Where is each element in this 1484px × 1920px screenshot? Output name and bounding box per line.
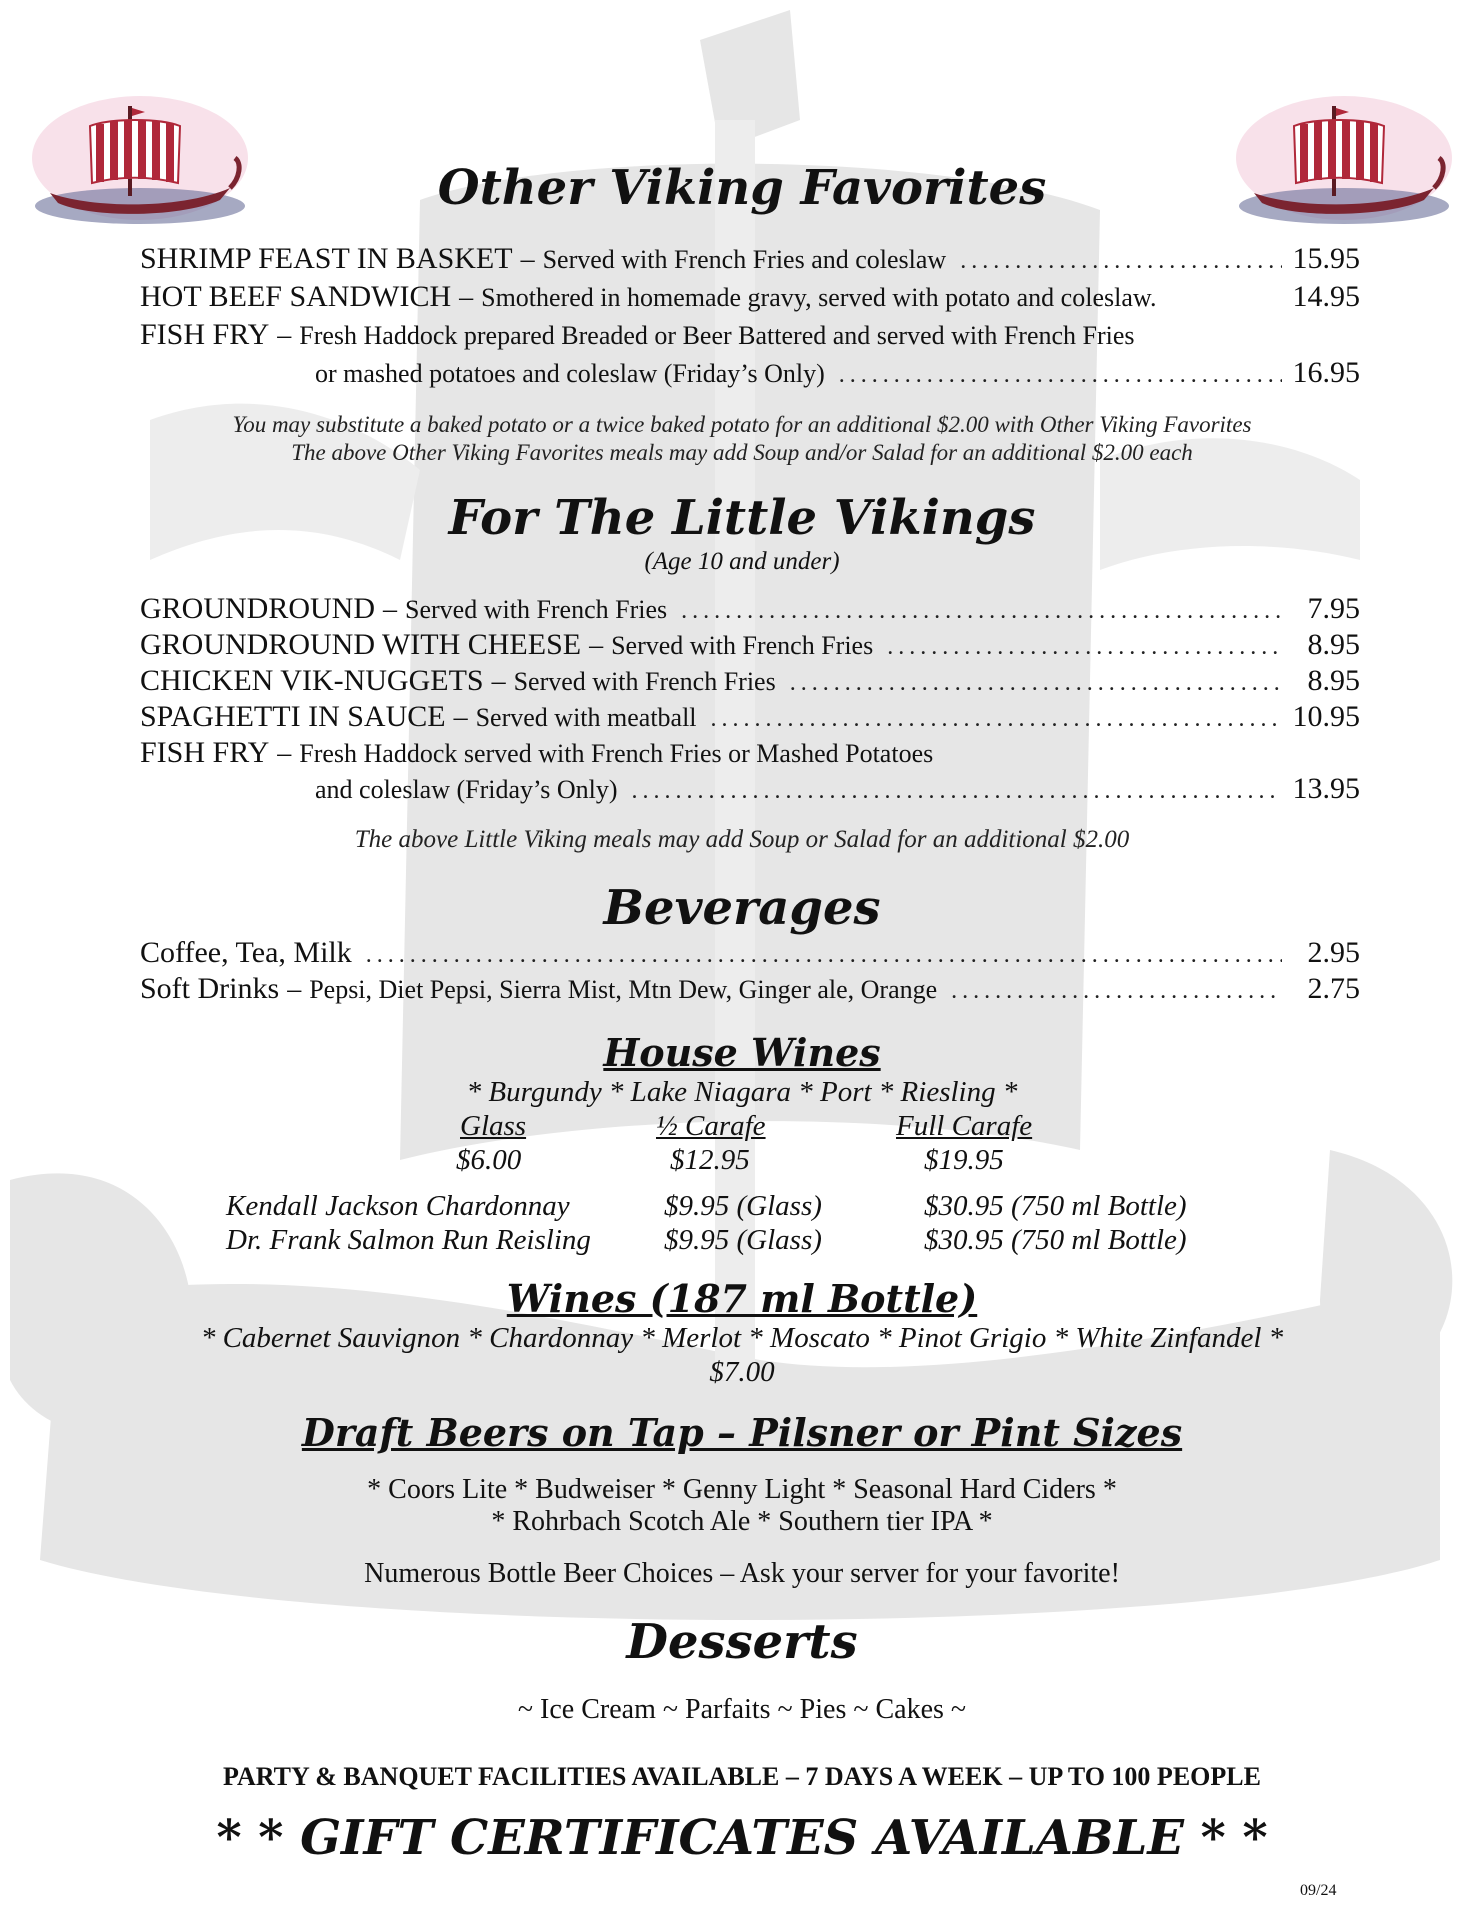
bottle-beer-note: Numerous Bottle Beer Choices – Ask your server for your favorite! [364,1558,1120,1589]
dot-leader [960,248,1282,275]
menu-item [140,628,1360,666]
section-title-little-vikings: For The Little Vikings [448,490,1036,546]
item-name: SHRIMP FEAST IN BASKET [140,242,513,275]
size-price-full-carafe: $19.95 [924,1144,1004,1176]
item-separator: – [589,630,604,661]
draft-beer-list-line1: * Coors Lite * Budweiser * Genny Light * Seasonal Hard Ciders * [367,1474,1117,1505]
item-separator: – [520,244,535,275]
section-title-draft-beers: Draft Beers on Tap – Pilsner or Pint Sizes [301,1410,1183,1455]
dot-leader [681,598,1282,625]
size-label-full-carafe: Full Carafe [896,1110,1033,1142]
item-separator: – [453,702,468,733]
gift-certificates-banner: * * GIFT CERTIFICATES AVAILABLE * * [216,1810,1268,1866]
note-soup-salad: The above Other Viking Favorites meals may add Soup and/or Salad for an additional $2.00 each [291,440,1193,465]
item-description: Served with French Fries and coleslaw [542,245,947,274]
dot-leader [711,706,1282,733]
section-subtitle-age: (Age 10 and under) [644,548,840,575]
item-description: Served with French Fries [513,667,776,696]
item-separator: – [491,666,506,697]
wine-187-price: $7.00 [709,1356,775,1388]
house-wine-varieties: * Burgundy * Lake Niagara * Port * Riesling * [466,1076,1018,1108]
menu-item-continued [315,772,1360,810]
dot-leader [951,978,1282,1005]
item-separator: – [383,594,398,625]
item-price: 8.95 [1307,628,1360,661]
item-description: Fresh Haddock prepared Breaded or Beer Battered and served with French Fries [299,321,1135,350]
item-description-continued: or mashed potatoes and coleslaw (Friday’s Only) [315,359,825,388]
menu-date-code: 09/24 [1300,1882,1337,1899]
item-name: HOT BEEF SANDWICH [140,280,452,313]
dot-leader [366,942,1282,969]
size-label-glass: Glass [460,1110,527,1142]
dessert-list: ~ Ice Cream ~ Parfaits ~ Pies ~ Cakes ~ [517,1694,967,1725]
dot-leader [839,362,1282,389]
menu-item [140,592,1360,630]
item-price: 14.95 [1292,280,1360,313]
item-price: 7.95 [1307,592,1360,625]
wine-special-name: Dr. Frank Salmon Run Reisling [226,1224,591,1256]
section-title-wines-187: Wines (187 ml Bottle) [506,1276,978,1321]
menu-item [140,280,1360,318]
item-name: GROUNDROUND WITH CHEESE [140,628,582,661]
menu-item-continued [315,356,1360,394]
item-description: Fresh Haddock served with French Fries or Mashed Potatoes [299,739,934,768]
note-little-vikings: The above Little Viking meals may add Soup or Salad for an additional $2.00 [354,826,1130,853]
size-price-glass: $6.00 [456,1144,522,1176]
item-description: Served with meatball [475,703,697,732]
item-separator: – [287,974,302,1005]
wine-special-glass: $9.95 (Glass) [664,1224,822,1256]
item-description: Pepsi, Diet Pepsi, Sierra Mist, Mtn Dew, Ginger ale, Orange [309,975,938,1004]
menu-item [140,242,1360,280]
item-separator: – [459,282,474,313]
dot-leader [887,634,1282,661]
wine-special-glass: $9.95 (Glass) [664,1190,822,1222]
item-price: 13.95 [1292,772,1360,805]
item-description: Smothered in homemade gravy, served with potato and coleslaw. [481,283,1157,312]
section-title-beverages: Beverages [603,880,881,936]
note-substitution: You may substitute a baked potato or a twice baked potato for an additional $2.00 with Other Viking Favorites [232,412,1252,437]
item-price: 10.95 [1292,700,1360,733]
menu-item [140,972,1360,1010]
wine-special-bottle: $30.95 (750 ml Bottle) [924,1190,1187,1222]
item-description: Served with French Fries [611,631,874,660]
item-name: CHICKEN VIK-NUGGETS [140,664,484,697]
menu-item [140,936,1360,974]
section-title-viking-favorites: Other Viking Favorites [437,160,1047,216]
item-price: 16.95 [1292,356,1360,389]
dot-leader [632,778,1282,805]
item-price: 15.95 [1292,242,1360,275]
item-price: 2.75 [1307,972,1360,1005]
wine-special-bottle: $30.95 (750 ml Bottle) [924,1224,1187,1256]
item-price: 8.95 [1307,664,1360,697]
section-title-house-wines: House Wines [603,1030,881,1075]
item-description-continued: and coleslaw (Friday’s Only) [315,775,618,804]
draft-beer-list-line2: * Rohrbach Scotch Ale * Southern tier IPA * [491,1506,993,1537]
menu-item [140,736,1360,774]
item-separator: – [277,320,292,351]
menu-item [140,664,1360,702]
item-description: Served with French Fries [405,595,668,624]
wine-special-name: Kendall Jackson Chardonnay [226,1190,570,1222]
item-name: Coffee, Tea, Milk [140,936,352,969]
wine-187-varieties: * Cabernet Sauvignon * Chardonnay * Merlot * Moscato * Pinot Grigio * White Zinfandel * [200,1322,1284,1354]
item-name: FISH FRY [140,318,270,351]
dot-leader [790,670,1282,697]
banquet-facilities-notice: PARTY & BANQUET FACILITIES AVAILABLE – 7 DAYS A WEEK – UP TO 100 PEOPLE [223,1762,1261,1791]
item-name: FISH FRY [140,736,270,769]
size-price-half-carafe: $12.95 [670,1144,750,1176]
menu-item [140,700,1360,738]
menu-item [140,318,1360,356]
item-price: 2.95 [1307,936,1360,969]
item-name: SPAGHETTI IN SAUCE [140,700,446,733]
item-name: GROUNDROUND [140,592,376,625]
item-separator: – [277,738,292,769]
item-name: Soft Drinks [140,972,280,1005]
size-label-half-carafe: ½ Carafe [656,1110,766,1142]
section-title-desserts: Desserts [626,1614,858,1670]
